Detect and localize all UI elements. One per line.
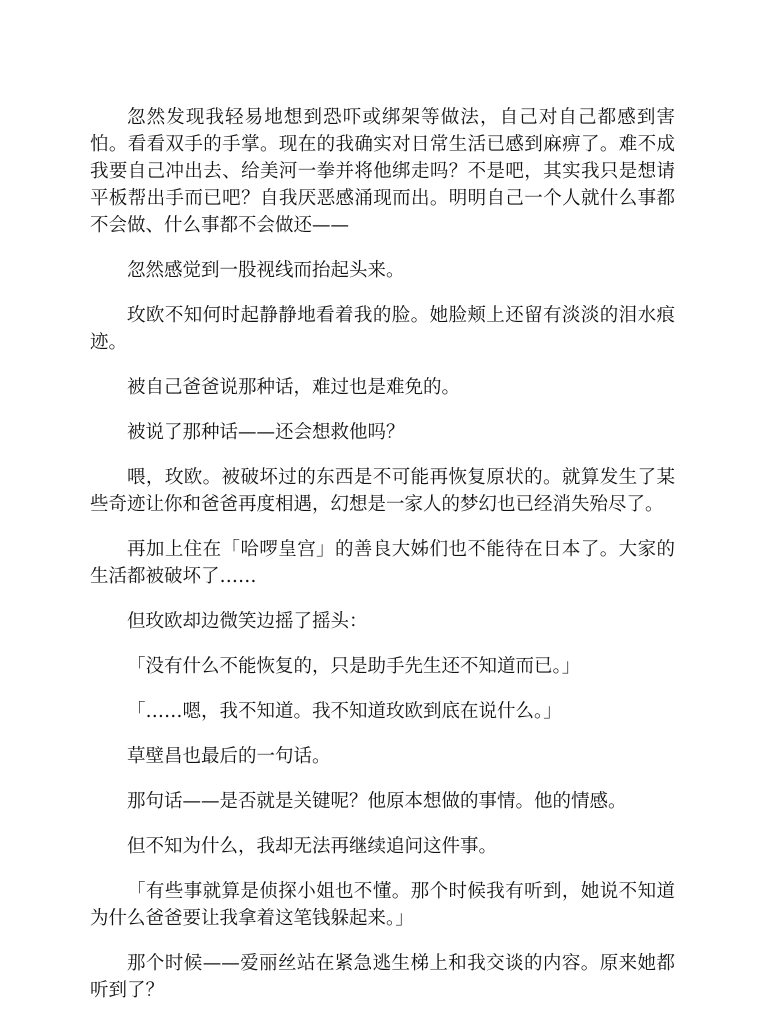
paragraph: 忽然感觉到一股视线而抬起头来。 [127, 260, 405, 281]
paragraph: 再加上住在「哈啰皇宫」的善良大姊们也不能待在日本了。大家的生活都被破坏了…… [90, 539, 675, 587]
paragraph: 「没有什么不能恢复的，只是助手先生还不知道而已。」 [127, 656, 581, 677]
paragraph: 被自己爸爸说那种话，难过也是难免的。 [127, 377, 461, 398]
paragraph: 但玫欧却边微笑边摇了摇头： [127, 611, 368, 632]
document-page [90, 104, 675, 1022]
paragraph: 但不知为什么，我却无法再继续追问这件事。 [127, 836, 498, 857]
paragraph: 「有些事就算是侦探小姐也不懂。那个时候我有听到，她说不知道为什么爸爸要让我拿着这笔钱躲起来。」 [90, 881, 675, 929]
paragraph: 「……嗯，我不知道。我不知道玫欧到底在说什么。」 [127, 701, 562, 722]
paragraph: 那个时候——爱丽丝站在紧急逃生梯上和我交谈的内容。原来她都听到了？ [90, 953, 675, 1001]
paragraph: 草壁昌也最后的一句话。 [127, 746, 331, 767]
paragraph: 喂，玫欧。被破坏过的东西是不可能再恢复原状的。就算发生了某些奇迹让你和爸爸再度相遇，幻想是一家人的梦幻也已经消失殆尽了。 [90, 467, 675, 515]
paragraph: 被说了那种话——还会想救他吗？ [127, 422, 405, 443]
paragraph: 那句话——是否就是关键呢？他原本想做的事情。他的情感。 [127, 791, 627, 812]
paragraph: 忽然发现我轻易地想到恐吓或绑架等做法，自己对自己都感到害怕。看看双手的手掌。现在的我确实对日常生活已感到麻痹了。难不成我要自己冲出去、给美河一拳并将他绑走吗？不是吧，其实我只是想请平板帮出手而已吧？自我厌恶感涌现而出。明明自己一个人就什么事都不会做、什么事都不会做还—— [90, 107, 675, 236]
paragraph: 玫欧不知何时起静静地看着我的脸。她脸颊上还留有淡淡的泪水痕迹。 [90, 305, 675, 353]
